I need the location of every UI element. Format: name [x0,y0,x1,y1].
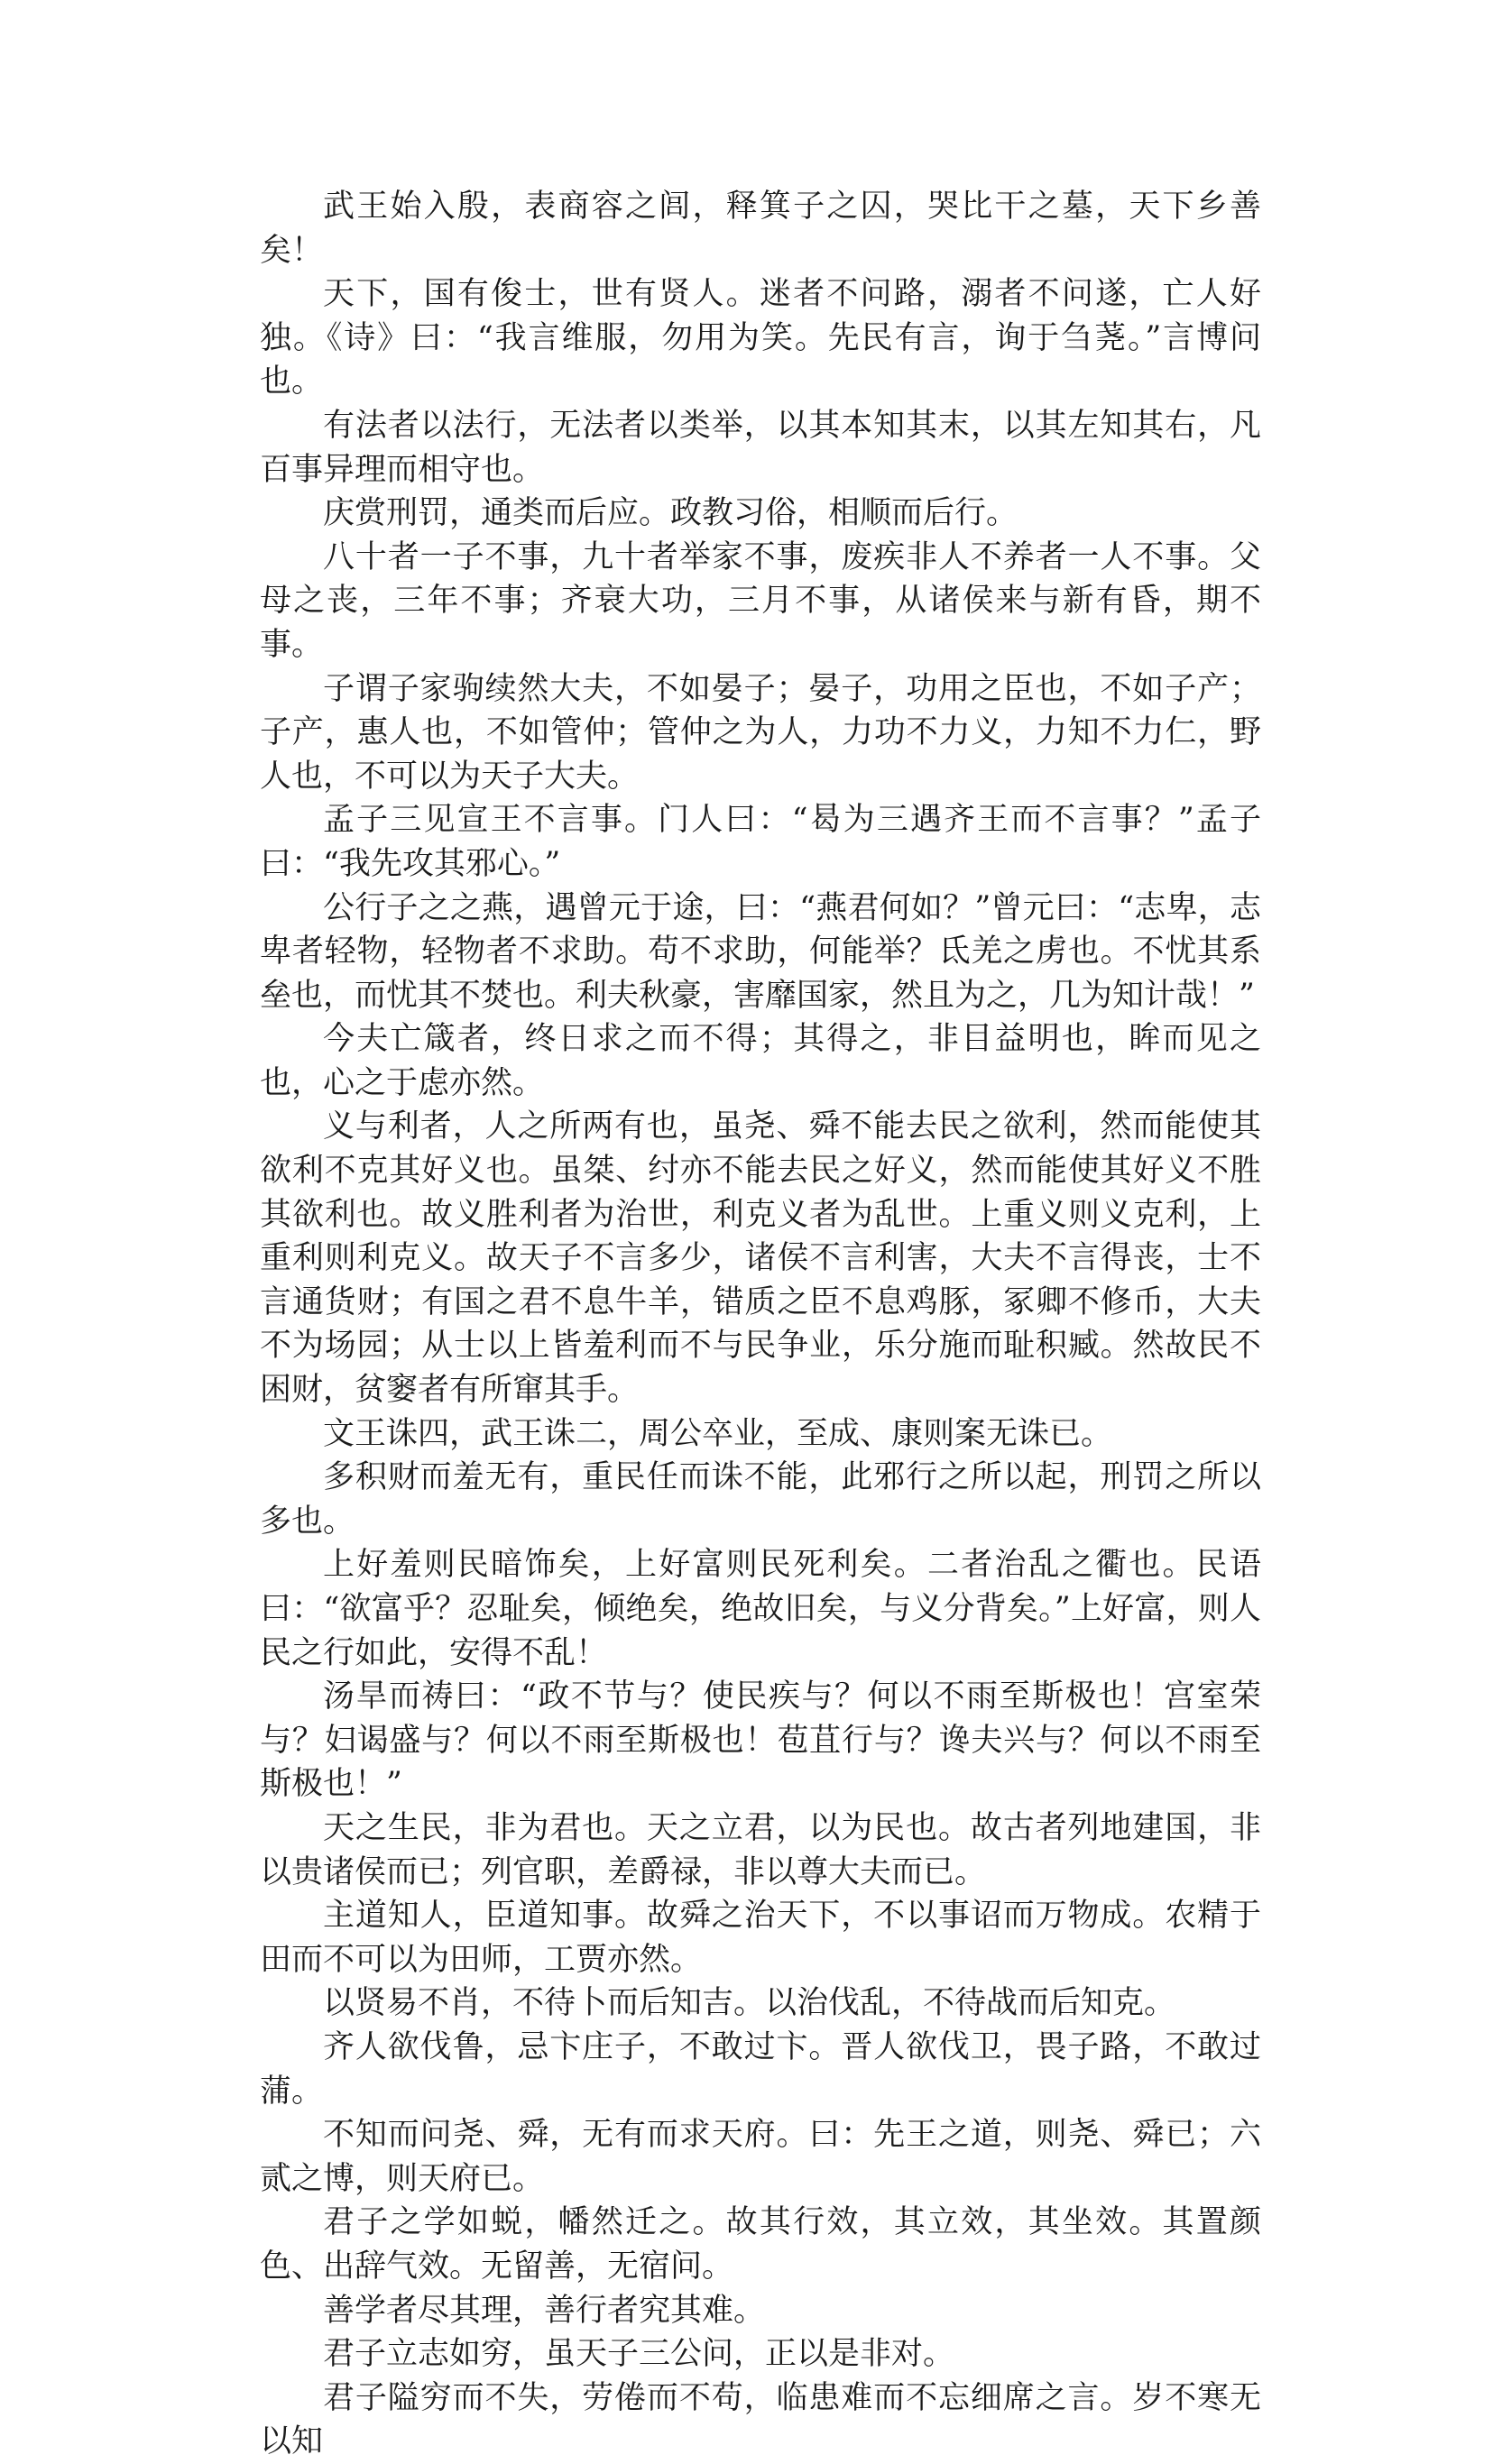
paragraph: 孟子三见宣王不言事。门人曰：“曷为三遇齐王而不言事？”孟子曰：“我先攻其邪心。” [260,802,1261,882]
paragraph: 主道知人，臣道知事。故舜之治天下，不以事诏而万物成。农精于田而不可以为田师，工贾亦然。 [260,1898,1261,1978]
paragraph: 庆赏刑罚，通类而后应。政教习俗，相顺而后行。 [323,495,1018,532]
paragraph: 公行子之之燕，遇曾元于途，曰：“燕君何如？”曾元曰：“志卑，志卑者轻物，轻物者不求助。苟不求助，何能举？氐羌之虏也。不忧其系垒也，而忧其不焚也。利夫秋豪，害靡国家，然且为之，几为知计哉！” [260,889,1261,1014]
paragraph: 武王始入殷，表商容之闾，释箕子之囚，哭比干之墓，天下乡善矣！ [260,188,1261,269]
paragraph: 君子立志如穷，虽天子三公问，正以是非对。 [323,2336,955,2373]
paragraph: 以贤易不肖，不待卜而后知吉。以治伐乱，不待战而后知克。 [323,1985,1176,2022]
paragraph: 天下，国有俊士，世有贤人。迷者不问路，溺者不问遂，亡人好独。《诗》曰：“我言维服，勿用为笑。先民有言，询于刍荛。”言博问也。 [260,276,1261,400]
paragraph: 齐人欲伐鲁，忌卞庄子，不敢过卞。晋人欲伐卫，畏子路，不敢过蒲。 [260,2028,1261,2110]
paragraph: 子谓子家驹续然大夫，不如晏子；晏子，功用之臣也，不如子产；子产，惠人也，不如管仲；管仲之为人，力功不力义，力知不力仁，野人也，不可以为天子大夫。 [260,670,1261,795]
paragraph: 八十者一子不事，九十者举家不事，废疾非人不养者一人不事。父母之丧，三年不事；齐衰大功，三月不事，从诸侯来与新有昏，期不事。 [260,538,1261,663]
body-text [260,185,1261,2464]
paragraph: 善学者尽其理，善行者究其难。 [323,2292,766,2329]
paragraph: 君子隘穷而不失，劳倦而不苟，临患难而不忘细席之言。岁不寒无以知 [260,2379,1261,2460]
paragraph: 天之生民，非为君也。天之立君，以为民也。故古者列地建国，非以贵诸侯而已；列官职，差爵禄，非以尊大夫而已。 [260,1809,1261,1890]
paragraph: 君子之学如蜕，幡然迁之。故其行效，其立效，其坐效。其置颜色、出辞气效。无留善，无宿问。 [260,2204,1261,2285]
paragraph: 文王诛四，武王诛二，周公卒业，至成、康则案无诛已。 [323,1415,1113,1452]
paragraph: 上好羞则民暗饰矣，上好富则民死利矣。二者治乱之衢也。民语曰：“欲富乎？忍耻矣，倾绝矣，绝故旧矣，与义分背矣。”上好富，则人民之行如此，安得不乱！ [260,1547,1261,1671]
paragraph: 今夫亡箴者，终日求之而不得；其得之，非目益明也，眸而见之也，心之于虑亦然。 [260,1021,1261,1101]
paragraph: 汤旱而祷曰：“政不节与？使民疾与？何以不雨至斯极也！宫室荣与？妇谒盛与？何以不雨至斯极也！苞苴行与？谗夫兴与？何以不雨至斯极也！” [260,1678,1261,1803]
paragraph: 义与利者，人之所两有也，虽尧、舜不能去民之欲利，然而能使其欲利不克其好义也。虽桀、纣亦不能去民之好义，然而能使其好义不胜其欲利也。故义胜利者为治世，利克义者为乱世。上重义则义克利，上重利则利克义。故天子不言多少，诸侯不言利害，大夫不言得丧，士不言通货财；有国之君不息牛羊，错质之臣不息鸡豚，冢卿不修币，大夫不为场园；从士以上皆羞利而不与民争业，乐分施而耻积臧。然故民不困财，贫窭者有所窜其手。 [260,1108,1261,1409]
paragraph: 有法者以法行，无法者以类举，以其本知其末，以其左知其右，凡百事异理而相守也。 [260,407,1261,488]
paragraph: 不知而问尧、舜，无有而求天府。曰：先王之道，则尧、舜已；六贰之博，则天府已。 [260,2117,1261,2197]
paragraph: 多积财而羞无有，重民任而诛不能，此邪行之所以起，刑罚之所以多也。 [260,1459,1261,1540]
